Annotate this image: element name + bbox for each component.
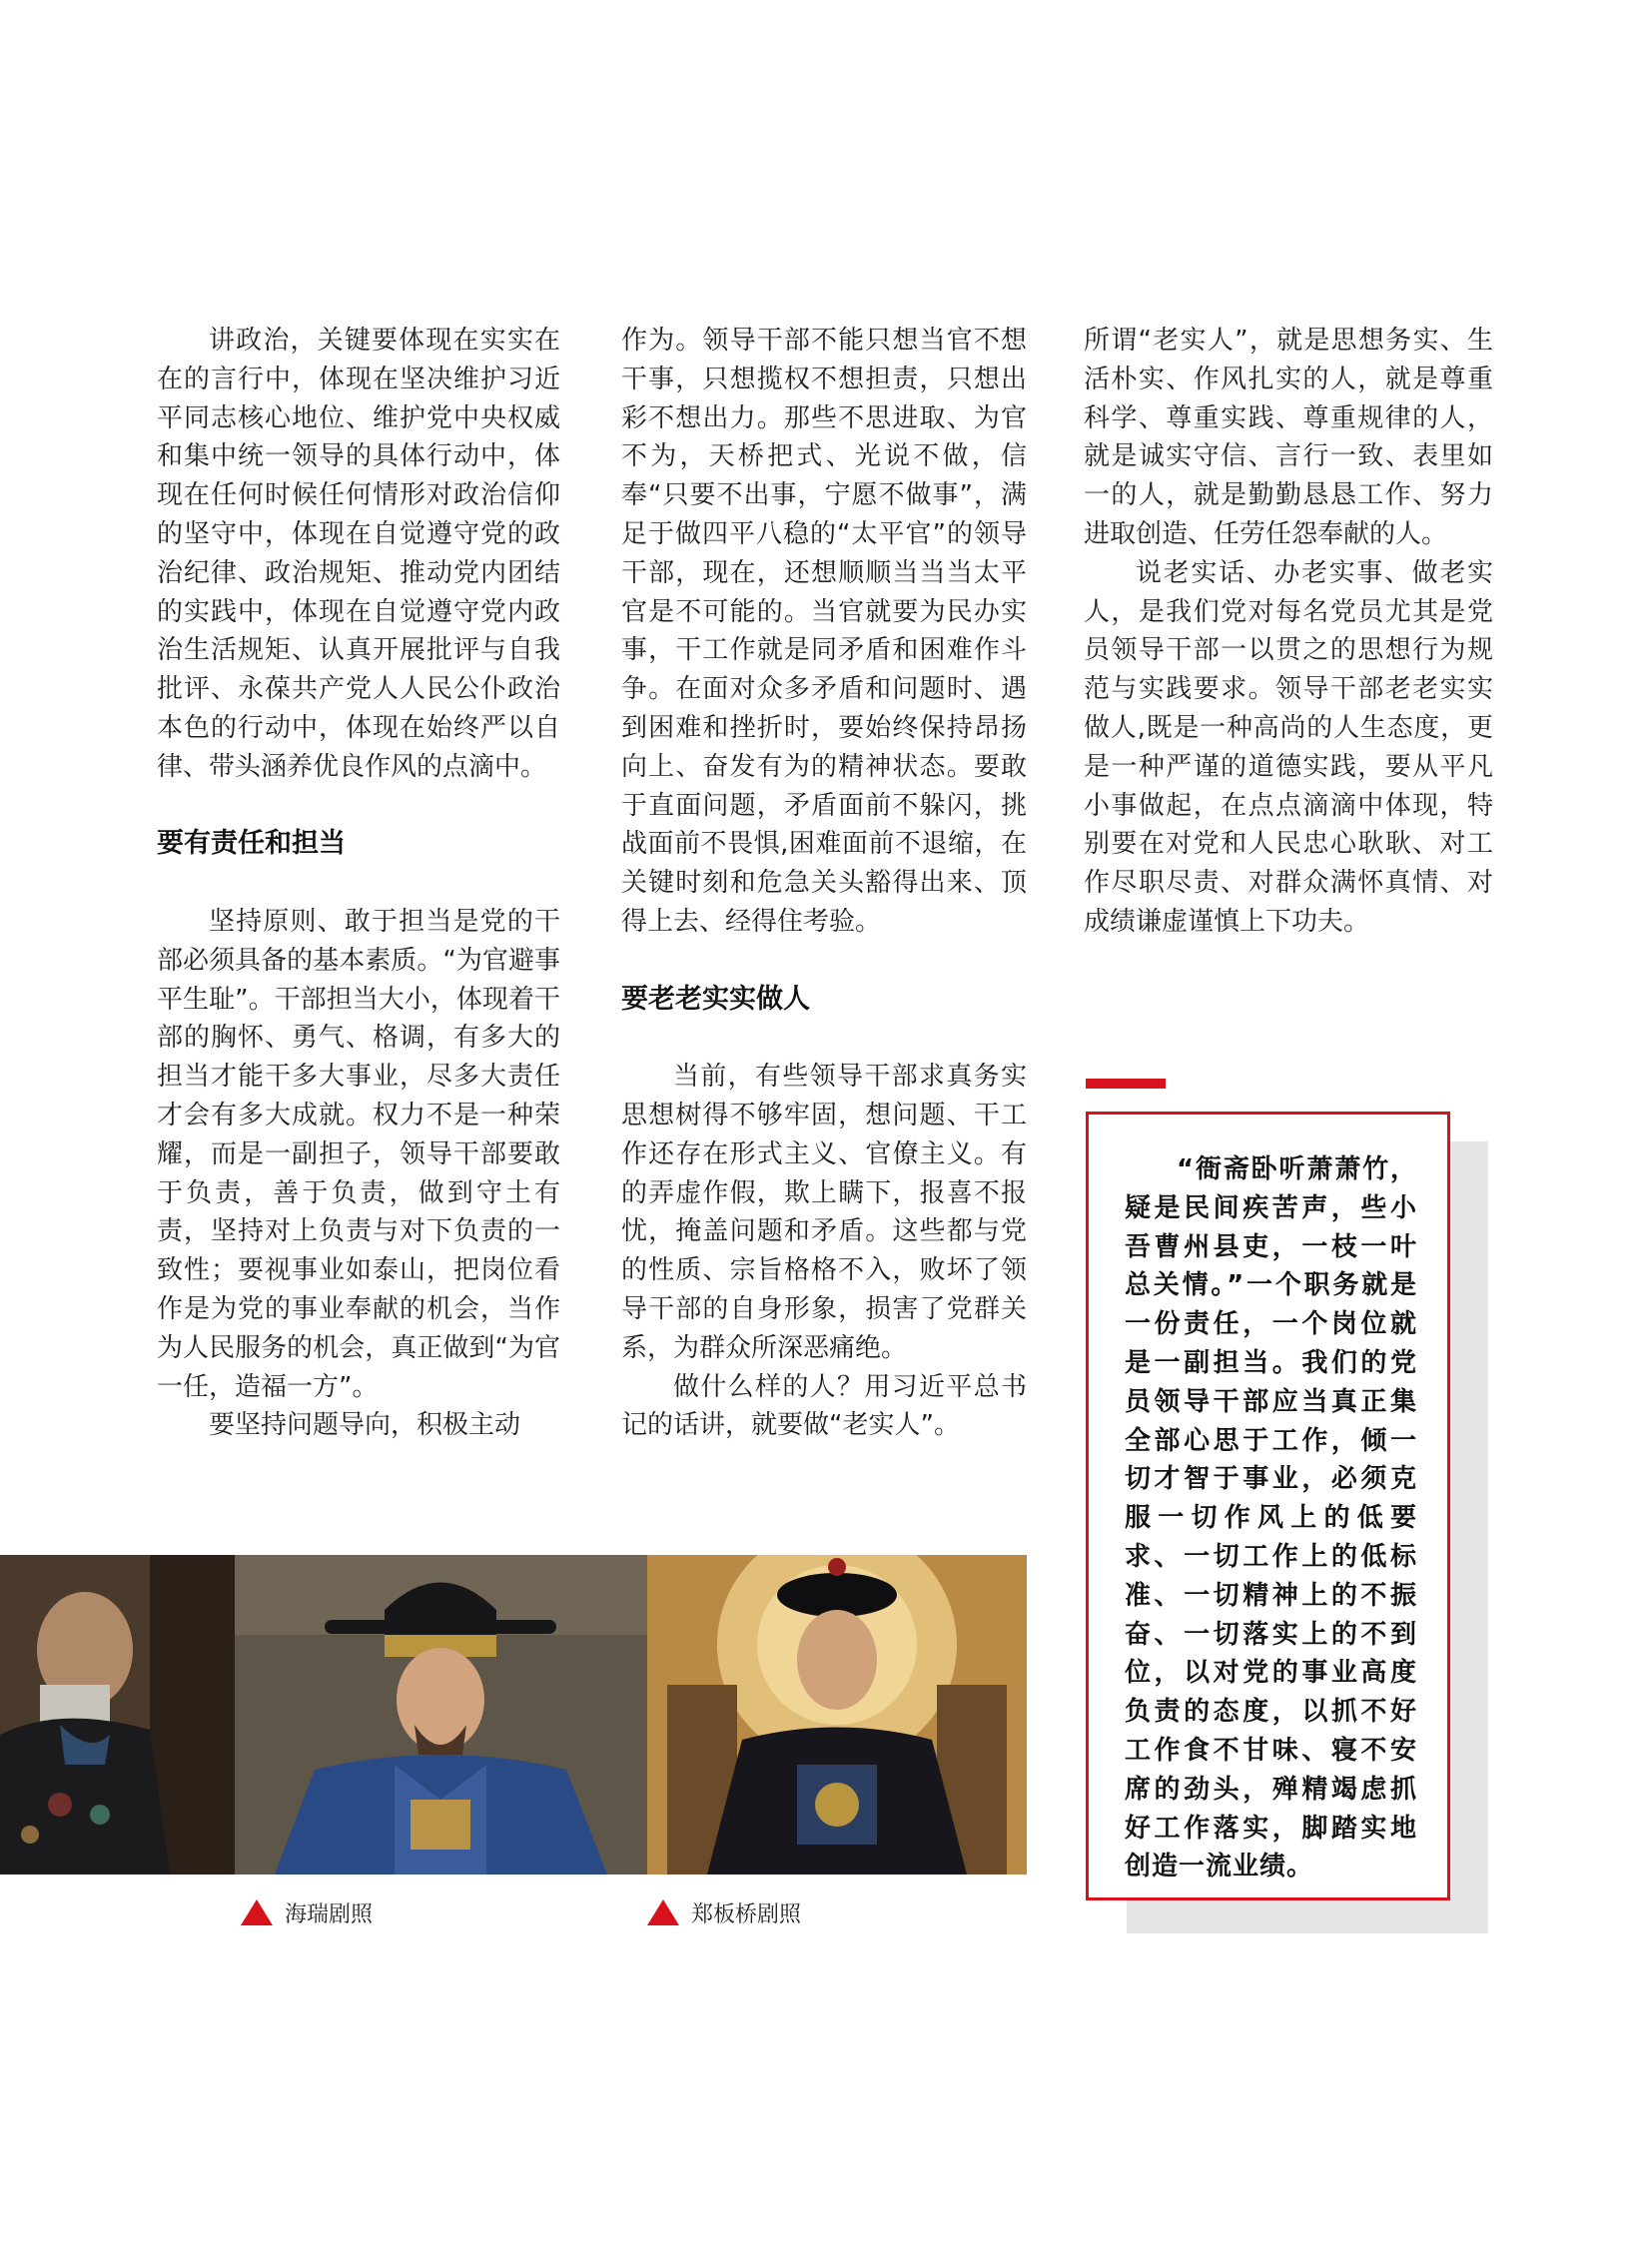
section-heading-responsibility: 要有责任和担当 [157,828,346,860]
paragraph: 所谓“老实人”，就是思想务实、生活朴实、作风扎实的人，就是尊重科学、尊重实践、尊重规律的人，就是诚实守信、言行一致、表里如一的人，就是勤勤恳恳工作、努力进取创造、任劳任怨奉献的人。 [1084,326,1493,549]
quote-accent-bar [1086,1079,1166,1089]
column-left [157,322,560,1445]
red-triangle-icon [241,1899,273,1925]
paragraph: 坚持原则、敢于担当是党的干部必须具备的基本素质。“为官避事平生耻”。干部担当大小，体现着干部的胸怀、勇气、格调，有多大的担当才能干多大事业，尽多大责任才会有多大成就。权力不是一种荣耀，而是一副担子，领导干部要敢于负责，善于负责，做到守土有责，坚持对上负责与对下负责的一致性；要视事业如泰山，把岗位看作是为党的事业奉献的机会，当作为人民服务的机会，真正做到“为官一任，造福一方”。 [157,906,560,1402]
section-heading-honest-person: 要老老实实做人 [621,983,810,1015]
paragraph: 说老实话、办老实事、做老实人，是我们党对每名党员尤其是党员领导干部一以贯之的思想行为规范与实践要求。领导干部老老实实做人,既是一种高尚的人生态度，更是一种严谨的道德实践，要从平凡小事做起，在点点滴滴中体现，特别要在对党和人民忠心耿耿、对工作尽职尽责、对群众满怀真情、对成绩谦虚谨慎上下功夫。 [1084,557,1493,937]
paragraph: 当前，有些领导干部求真务实思想树得不够牢固，想问题、干工作还存在形式主义、官僚主义。有的弄虚作假，欺上瞒下，报喜不报忧，掩盖问题和矛盾。这些都与党的性质、宗旨格格不入，败坏了领导干部的自身形象，损害了党群关系，为群众所深恶痛绝。 [621,1062,1027,1363]
paragraph: 讲政治，关键要体现在实实在在的言行中，体现在坚决维护习近平同志核心地位、维护党中央权威和集中统一领导的具体行动中，体现在任何时候任何情形对政治信仰的坚守中，体现在自觉遵守党的政治纪律、政治规矩、推动党内团结的实践中，体现在自觉遵守党内政治生活规矩、认真开展批评与自我批评、永葆共产党人人民公仆政治本色的行动中，体现在始终严以自律、带头涵养优良作风的点滴中。 [157,326,560,782]
red-triangle-icon [647,1899,679,1925]
paragraph: 要坚持问题导向，积极主动 [209,1410,521,1441]
column-middle [621,322,1027,1445]
column-right [1084,322,1493,942]
paragraph: 做什么样的人？用习近平总书记的话讲，就要做“老实人”。 [621,1371,1027,1441]
photo-caption-hai-rui [241,1897,373,1927]
portrait-figure-icon [235,1555,647,1875]
portrait-figure-icon [0,1555,235,1875]
drama-still-zheng-banqiao [647,1555,1027,1875]
portrait-figure-icon [647,1555,1027,1875]
photo-caption-zheng-banqiao [647,1897,801,1927]
pull-quote-box [1086,1112,1450,1900]
caption-text: 海瑞剧照 [285,1901,374,1927]
paragraph: 作为。领导干部不能只想当官不想干事，只想揽权不想担责，只想出彩不想出力。那些不思进取、为官不为，天桥把式、光说不做，信奉“只要不出事，宁愿不做事”，满足于做四平八稳的“太平官”的领导干部，现在，还想顺顺当当当太平官是不可能的。当官就要为民办实事，干工作就是同矛盾和困难作斗争。在面对众多矛盾和问题时、遇到困难和挫折时，要始终保持昂扬向上、奋发有为的精神状态。要敢于直面问题，矛盾面前不躲闪，挑战面前不畏惧,困难面前不退缩，在关键时刻和危急关头豁得出来、顶得上去、经得住考验。 [621,326,1027,937]
drama-still-hai-rui [235,1555,647,1875]
caption-text: 郑板桥剧照 [691,1901,802,1927]
drama-still-elder-official [0,1555,235,1875]
pull-quote-text: “衙斋卧听萧萧竹，疑是民间疾苦声，些小吾曹州县吏，一枝一叶总关情。”一个职务就是一份责任，一个岗位就是一副担当。我们的党员领导干部应当真正集全部心思于工作，倾一切才智于事业，必须克服一切作风上的低要求、一切工作上的低标准、一切精神上的不振奋、一切落实上的不到位，以对党的事业高度负责的态度，以抓不好工作食不甘味、寝不安席的劲头，殚精竭虑抓好工作落实，脚踏实地创造一流业绩。 [1125,1154,1417,1882]
